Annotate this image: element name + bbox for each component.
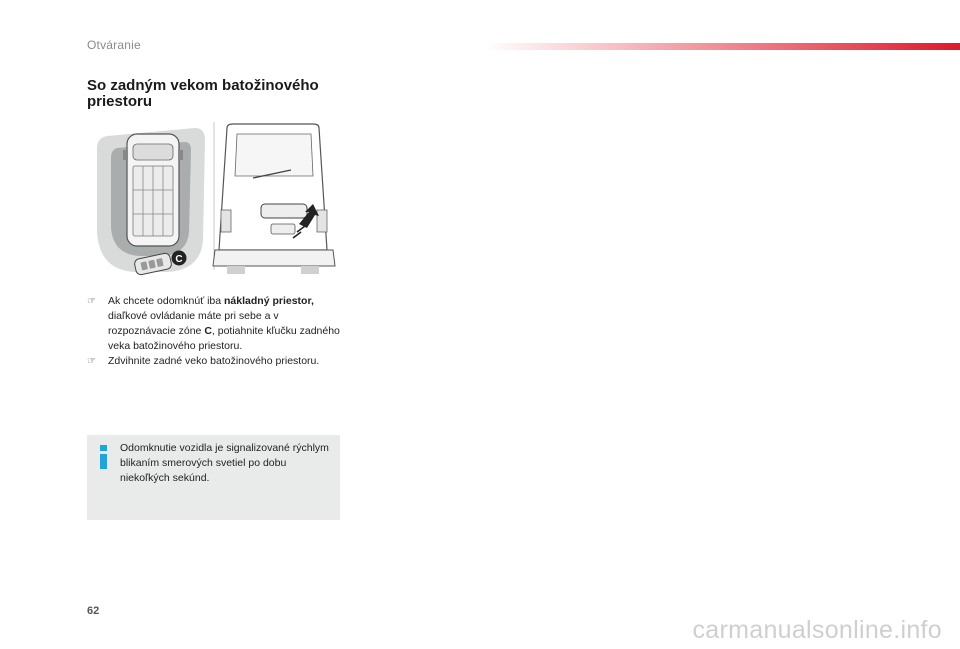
section-header: Otváranie (87, 38, 141, 52)
rear-door-view-icon (213, 122, 335, 274)
header-accent-bar (485, 43, 960, 50)
info-icon (99, 445, 109, 469)
illustration (87, 120, 341, 292)
watermark: carmanualsonline.info (692, 616, 942, 644)
zone-c-label: C (175, 254, 183, 265)
instruction-item: ☞ Ak chcete odomknúť iba nákladný priestor, diaľkové ovládanie máte pri sebe a v rozpoznávacie zóne C, potiahnite kľučku zadného veka batožinového priestoru. (87, 295, 340, 352)
pointer-bullet-icon: ☞ (87, 296, 96, 307)
info-text: Odomknutie vozidla je signalizované rýchlym blikaním smerových svetiel po dobu niekoľkých sekúnd. (120, 442, 329, 484)
page-title: So zadným vekom batožinového priestoru (87, 77, 319, 110)
instruction-list (87, 294, 347, 369)
info-box (87, 435, 340, 520)
van-top-view-icon (123, 134, 183, 246)
page-number: 62 (87, 605, 100, 617)
pointer-bullet-icon: ☞ (87, 356, 96, 367)
instruction-item: ☞ Zdvihnite zadné veko batožinového priestoru. (87, 355, 320, 367)
